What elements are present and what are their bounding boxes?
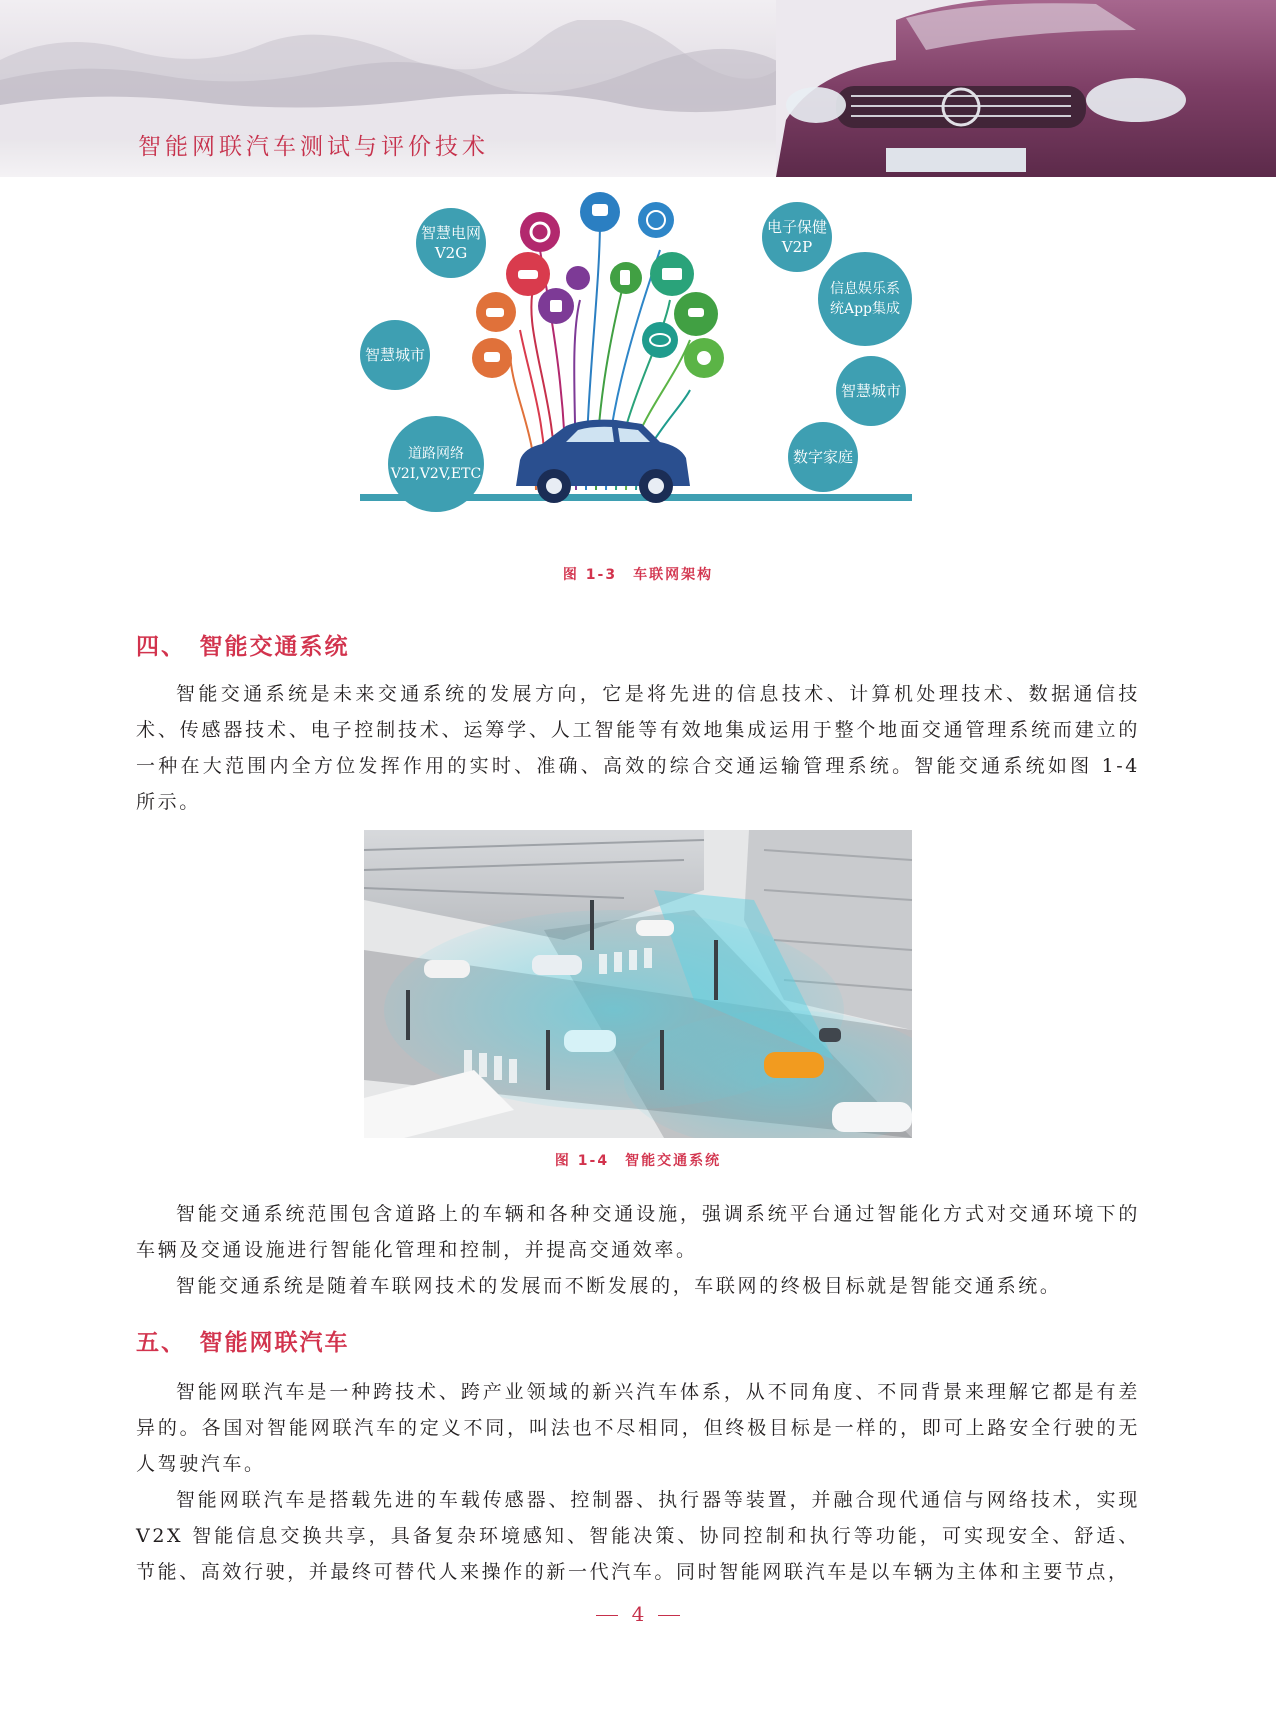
bubble-e-health: 电子保健 V2P <box>762 202 832 272</box>
page-header <box>0 0 1276 177</box>
speedometer-icon <box>638 202 674 238</box>
bubble-road-network: 道路网络 V2I,V2V,ETC <box>388 416 484 512</box>
section-4-paragraph-2: 智能交通系统范围包含道路上的车辆和各种交通设施，强调系统平台通过智能化方式对交通环境下的车辆及交通设施进行智能化管理和控制，并提高交通效率。 <box>136 1203 1140 1261</box>
page-number-dash-right <box>658 1615 680 1616</box>
mountain-landscape <box>0 20 800 140</box>
section-4-paragraph-3: 智能交通系统是随着车联网技术的发展而不断发展的，车联网的终极目标就是智能交通系统。 <box>175 1275 1062 1297</box>
figure-1-3-caption: 图 1-3 车联网架构 <box>562 567 714 583</box>
wiper-icon <box>642 322 678 358</box>
bubble-smart-city-left: 智慧城市 <box>360 320 430 390</box>
page-number <box>0 1602 1276 1626</box>
section-5-paragraph-1: 智能网联汽车是一种跨技术、跨产业领域的新兴汽车体系，从不同角度、不同背景来理解它都是有差异的。各国对智能网联汽车的定义不同，叫法也不尽相同，但终极目标是一样的，即可上路安全行驶的无人驾驶汽车。 <box>136 1381 1140 1475</box>
tire-icon <box>520 212 560 252</box>
bubble-digital-home: 数字家庭 <box>788 422 858 492</box>
page-number-dash-left <box>596 1615 618 1616</box>
page-number-value: 4 <box>631 1602 645 1626</box>
section-4-heading: 四、 智能交通系统 <box>136 634 350 660</box>
section-5-heading: 五、 智能网联汽车 <box>136 1330 350 1356</box>
section-5-paragraph-2: 智能网联汽车是搭载先进的车载传感器、控制器、执行器等装置，并融合现代通信与网络技术，实现 V2X 智能信息交换共享，具备复杂环境感知、智能决策、协同控制和执行等功能，可实现安全、舒适、节能、高效行驶，并最终可替代人来操作的新一代汽车。同时智能网联汽车是以车辆为主体和主要节点， <box>136 1489 1140 1583</box>
bubble-infotainment: 信息娱乐系 统App集成 <box>818 252 912 346</box>
bubble-smart-grid: 智慧电网 V2G <box>416 208 486 278</box>
seat-icon <box>566 266 590 290</box>
section-4-paragraph-1: 智能交通系统是未来交通系统的发展方向，它是将先进的信息技术、计算机处理技术、数据通信技术、传感器技术、电子控制技术、运筹学、人工智能等有效地集成运用于整个地面交通管理系统而建立的一种在大范围内全方位发挥作用的实时、准确、高效的综合交通运输管理系统。智能交通系统如图 1-4 所示。 <box>136 683 1140 813</box>
figure-1-3-iov-architecture <box>360 190 912 552</box>
bubble-smart-city-right: 智慧城市 <box>836 356 906 426</box>
book-title: 智能网联汽车测试与评价技术 <box>138 134 489 160</box>
figure-1-4-its-illustration <box>364 830 912 1138</box>
car-photo <box>776 0 1276 177</box>
figure-1-4-caption: 图 1-4 智能交通系统 <box>554 1153 722 1169</box>
